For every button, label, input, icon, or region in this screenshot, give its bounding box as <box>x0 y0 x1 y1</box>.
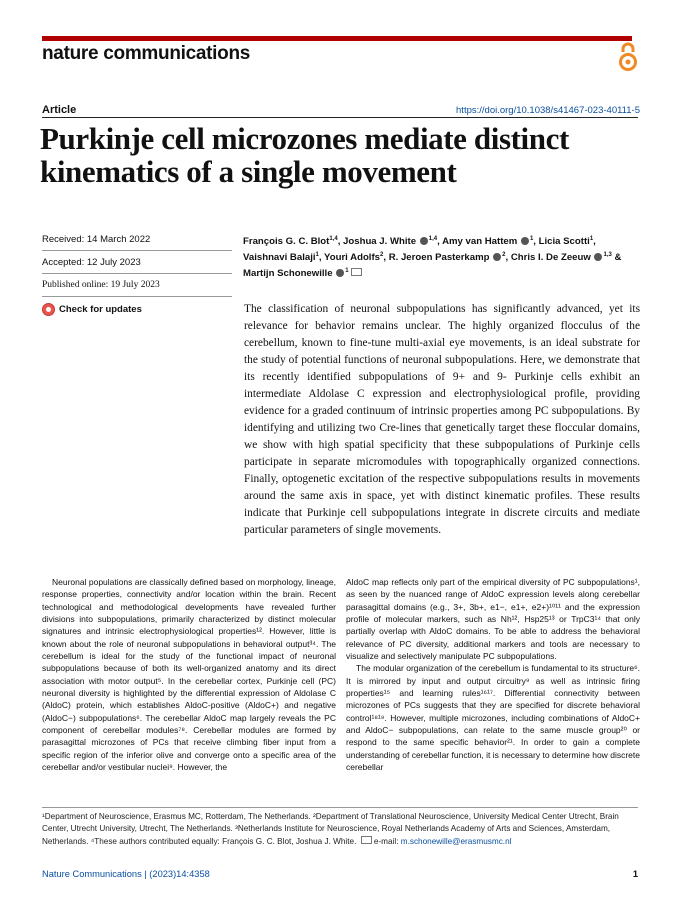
orcid-icon[interactable] <box>336 269 344 277</box>
footnote-rule <box>42 807 638 808</box>
author-name: Joshua J. White <box>343 236 417 247</box>
meta-divider <box>42 296 232 297</box>
author-affiliation: 1,3 <box>603 252 612 258</box>
published-date: Published online: 19 July 2023 <box>42 280 160 290</box>
check-for-updates-icon <box>42 303 55 316</box>
author-list: François G. C. Blot$^{1,4}$, Joshua J. White $^{1,4}$, Amy van Hattem $^1$, Licia Scotti$^1$, Vaishnavi Balaji$^1$, Youri Adolfs$^2$, R. Jeroen Pasterkamp $^2$, Chris I. De Zeeuw $^{1,3}$ & Martijn Schonewille $^1$ <box>243 236 622 279</box>
footer-citation: Nature Communications | (2023)14:4358 <box>42 869 210 879</box>
author-affiliation: 1 <box>345 268 349 274</box>
author-affiliation: 1 <box>529 236 534 242</box>
author-affiliation: 2 <box>380 252 384 258</box>
article-type: Article <box>42 104 77 116</box>
orcid-icon[interactable] <box>420 237 428 245</box>
author-name: Vaishnavi Balaji <box>243 252 316 263</box>
meta-divider <box>42 273 232 274</box>
page-number: 1 <box>632 869 638 879</box>
received-date: Received: 14 March 2022 <box>42 234 151 245</box>
author-name: Martijn Schonewille <box>243 268 333 279</box>
author-affiliation: 1 <box>589 236 594 242</box>
body-paragraph: AldoC map reflects only part of the empirical diversity of PC subpopulations¹, as seen by the nuanced range of AldoC expression levels along cerebellar parasagittal domains (e.g., 3+, 3b+, e1−, e1+, e2+)¹⁰¹¹ and the expression profile of molecular markers, such as Nh¹², Hsp25¹³ or TrpC3¹⁴ that only partially overlap with AldoC domains. To be able to address the behavioral relevance of PC diversity, additional markers and tools are necessary to visualize and selectively manipulate PC subpopulations. <box>346 577 640 662</box>
body-paragraph: The modular organization of the cerebellum is fundamental to its structure⁶. It is mirrored by input and output circuitry⁹ as well as intrinsic firing properties¹⁵ and learning rules¹⁶¹⁷. Differential connectivity between microzones of PCs suggests that they are specified for discrete behavioral control¹⁸¹⁹. However, multiple microzones, including combinations of AldoC+ and AldoC− subpopulations, can relate to the same muscle group²⁰ or respond to the same specific behavior²¹. In order to gain a complete understanding of cerebellar function, it is necessary to determine how discrete cerebellar <box>346 663 640 773</box>
orcid-icon[interactable] <box>594 253 602 261</box>
email-link[interactable]: m.schonewille@erasmusmc.nl <box>400 836 512 846</box>
email-label: e-mail: <box>373 836 399 846</box>
open-access-icon <box>616 42 640 72</box>
article-title: Purkinje cell microzones mediate distinct kinematics of a single movement <box>40 121 569 189</box>
body-paragraph: Neuronal populations are classically defined based on morphology, lineage, response properties, connectivity and/or location within the brain. Recent technological and methodological developments have revealed further divisions into subpopulations, primarily characterized by distinct molecular signatures and intrinsic electrophysiological properties¹². However, little is known about the role of neuronal subpopulations in behavioral output³⁴. The cerebellum is ideal for the study of the functional impact of neuronal subpopulations because of both its well-organized anatomy and its direct association with motor output⁵. In the cerebellar cortex, Purkinje cell (PC) neuronal diversity is highlighted by the differential expression of Aldolase C (AldoC) protein, which establishes AldoC-positive (AldoC+) and negative (AldoC−) subpopulations⁶. The cerebellar AldoC map largely reveals the PC component of cerebellar modules⁷⁸. Cerebellar modules are formed by parasagittal microzones of PCs that receive climbing fiber input from a specific region of the inferior olive and converge onto a specific area of the cerebellar and/or vestibular nuclei⁹. However, the <box>42 577 336 773</box>
abstract: The classification of neuronal subpopulations has significantly advanced, yet its relevance for behavior remains unclear. The highly organized flocculus of the cerebellum, known to fine-tune multi-axial eye movements, is an ideal substrate for the study of potential functions of neuronal subpopulations. Here, we demonstrate that its recently identified subpopulations of 9+ and 9- Purkinje cells exhibit an intermediate Aldolase C expression and electrophysiological profile, providing evidence for a graded continuum of intrinsic properties among PC subpopulations. By identifying and utilizing two Cre-lines that genetically target these floccular domains, we show with high spatial specificity that these subpopulations of Purkinje cells participate in separate micromodules with topographically organized connections. Finally, optogenetic excitation of the respective subpopulations results in movements around the same axis in space, yet with distinct kinematic profiles. These results indicate that Purkinje cell subpopulations integrate in discrete circuits and mediate particular parameters of single movements. <box>244 303 640 536</box>
affiliations-footnote <box>42 811 638 848</box>
orcid-icon[interactable] <box>521 237 529 245</box>
doi-link[interactable]: https://doi.org/10.1038/s41467-023-40111-5 <box>456 105 640 116</box>
body-column-right <box>346 576 640 774</box>
meta-divider <box>42 250 232 251</box>
email-icon <box>361 836 372 844</box>
check-for-updates-label: Check for updates <box>59 304 142 315</box>
author-name: Youri Adolfs <box>324 252 381 263</box>
author-affiliation: 2 <box>502 252 506 258</box>
author-name: Licia Scotti <box>538 236 590 247</box>
author-name: François G. C. Blot <box>243 236 330 247</box>
author-name: Amy van Hattem <box>442 236 518 247</box>
orcid-icon[interactable] <box>493 253 501 261</box>
author-affiliation: 1,4 <box>428 236 438 242</box>
author-name: R. Jeroen Pasterkamp <box>388 252 490 263</box>
affiliations-text: ¹Department of Neuroscience, Erasmus MC, Rotterdam, The Netherlands. ²Department of Translational Neuroscience, University Medical Center Utrecht, Brain Center, Utrecht University, Utrecht, The Netherlands. ³Netherlands Institute for Neuroscience, Royal Netherlands Academy of Arts and Sciences, Amsterdam, Netherlands. ⁴These authors contributed equally: François G. C. Blot, Joshua J. White. <box>42 812 619 846</box>
author-affiliation: 1,4 <box>329 236 338 242</box>
header-rule <box>42 117 638 118</box>
author-name: Chris I. De Zeeuw <box>510 252 591 263</box>
accepted-date: Accepted: 12 July 2023 <box>42 257 141 268</box>
body-column-left <box>42 576 336 774</box>
check-for-updates-button[interactable] <box>42 303 142 316</box>
author-affiliation: 1 <box>315 252 319 258</box>
journal-name: nature communications <box>42 43 251 64</box>
email-icon[interactable] <box>351 268 362 276</box>
journal-top-bar <box>42 36 632 41</box>
